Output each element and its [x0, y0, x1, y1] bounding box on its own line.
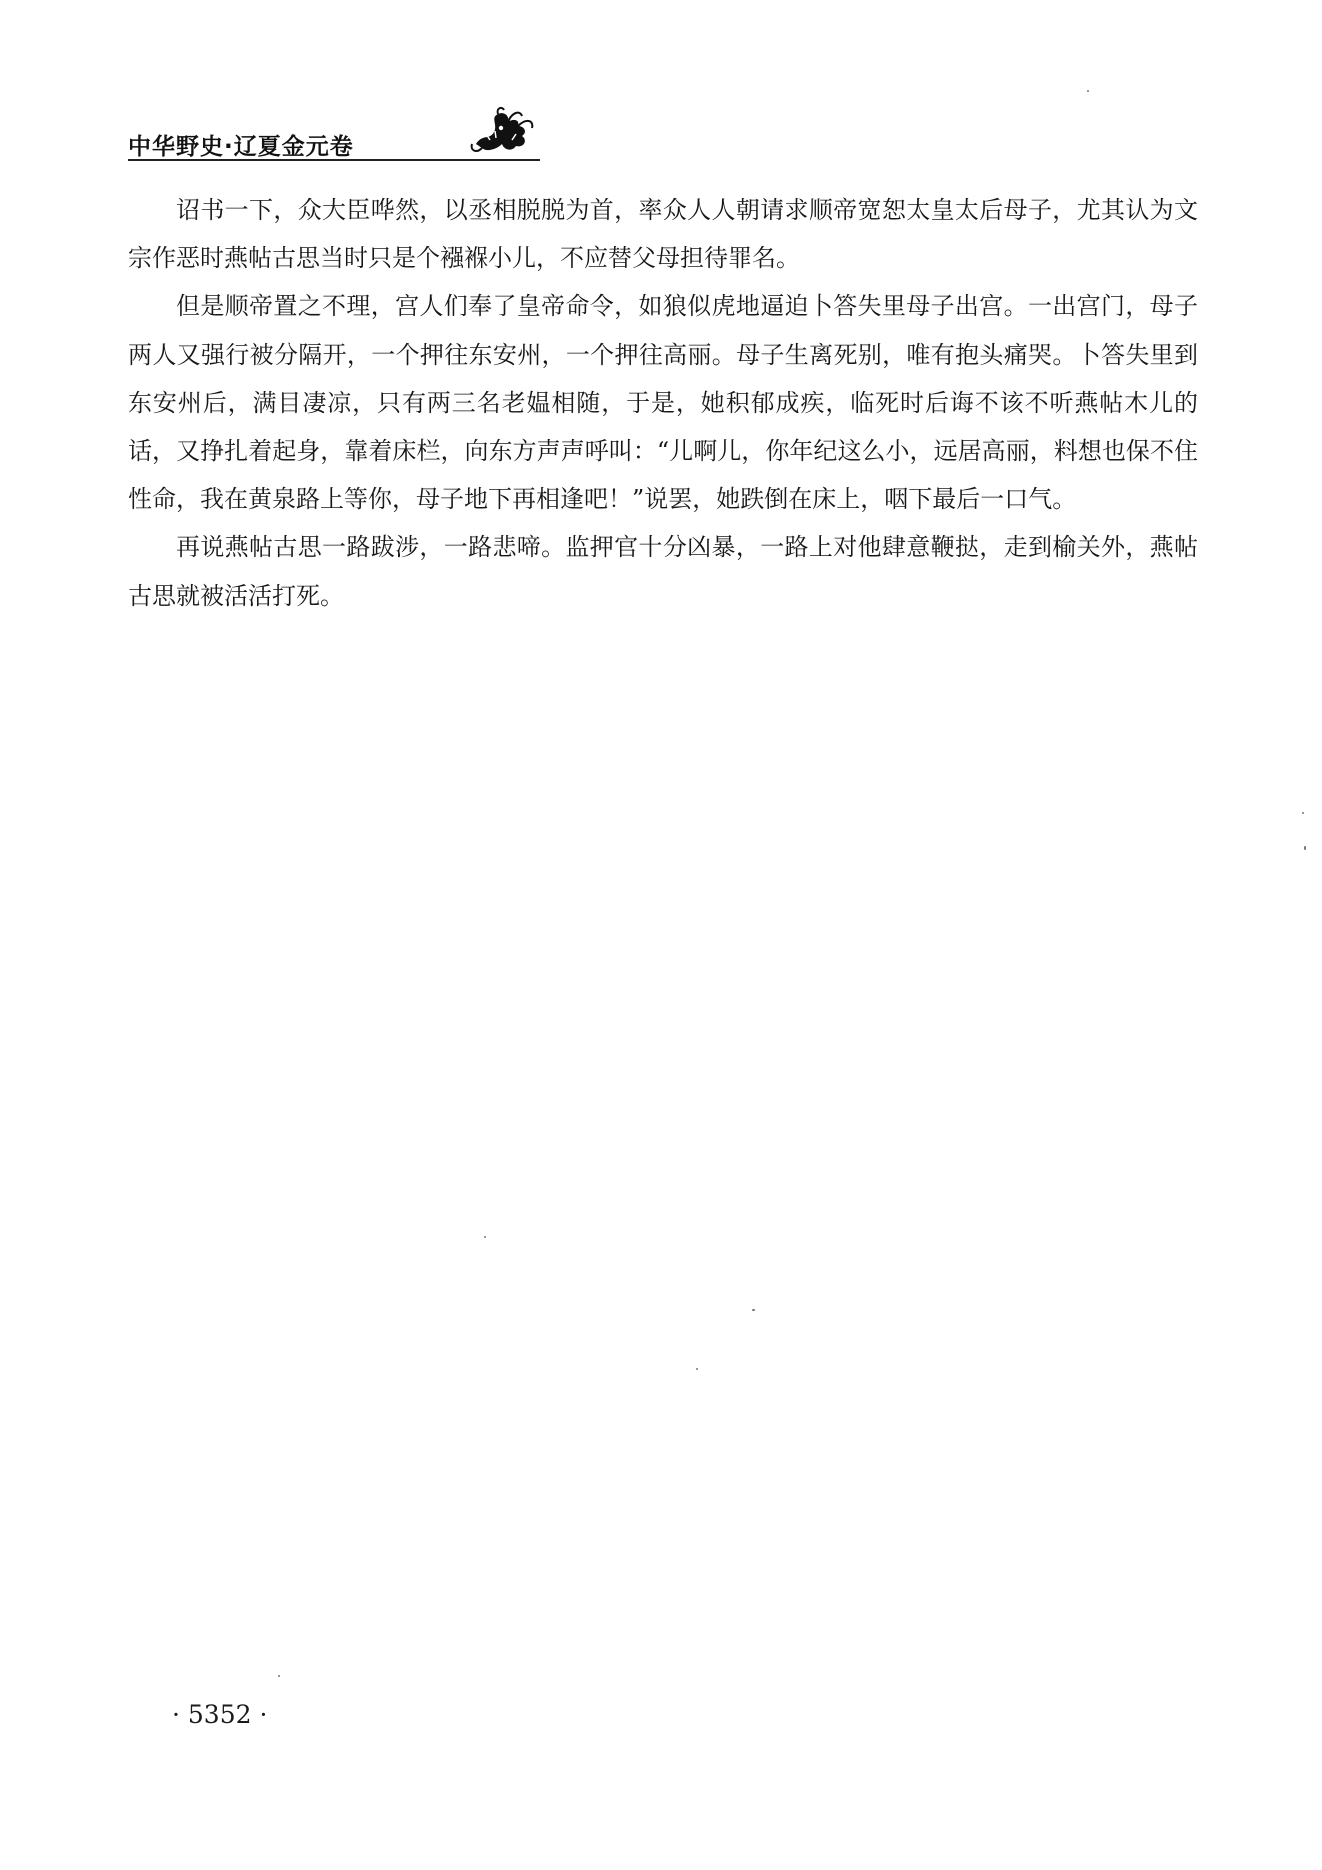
paragraph: 再说燕帖古思一路跋涉，一路悲啼。监押官十分凶暴，一路上对他肆意鞭挞，走到榆关外，燕帖古思就被活活打死。 — [128, 533, 1198, 610]
scan-speck — [1302, 812, 1304, 814]
page-number: · 5352 · — [172, 1700, 268, 1729]
scan-speck — [278, 1675, 280, 1677]
body-text — [128, 186, 1198, 620]
scan-speck — [1087, 90, 1089, 92]
running-header — [128, 104, 540, 160]
scan-speck — [484, 1236, 486, 1238]
book-title: 中华野史·辽夏金元卷 — [128, 134, 354, 160]
header-rule — [128, 159, 540, 161]
paragraph: 但是顺帝置之不理，宫人们奉了皇帝命令，如狼似虎地逼迫卜答失里母子出宫。一出宫门，母子两人又强行被分隔开，一个押往东安州，一个押往高丽。母子生离死别，唯有抱头痛哭。卜答失里到东安州后，满目凄凉，只有两三名老媪相随，于是，她积郁成疾，临死时后诲不该不听燕帖木儿的话，又挣扎着起身，靠着床栏，向东方声声呼叫：“儿啊儿，你年纪这么小，远居高丽，料想也保不住性命，我在黄泉路上等你，母子地下再相逢吧！”说罢，她跌倒在床上，咽下最后一口气。 — [128, 292, 1198, 514]
scan-speck — [696, 1368, 698, 1370]
dragon-emblem-icon — [468, 104, 538, 158]
scan-speck — [1304, 846, 1306, 850]
paragraph: 诏书一下，众大臣哗然，以丞相脱脱为首，率众人人朝请求顺帝宽恕太皇太后母子，尤其认为文宗作恶时燕帖古思当时只是个襁褓小儿，不应替父母担待罪名。 — [128, 196, 1198, 273]
scan-speck — [752, 1309, 755, 1311]
